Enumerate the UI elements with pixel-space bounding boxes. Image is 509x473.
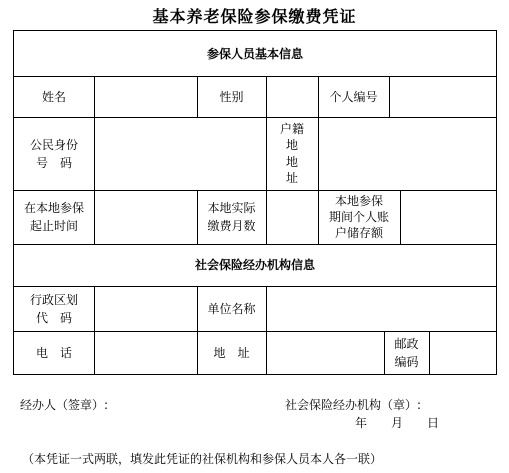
gender-field[interactable] — [267, 77, 317, 116]
label-phone: 电 话 — [35, 345, 72, 360]
label-months-line2: 缴费月数 — [207, 219, 256, 233]
label-id-card — [14, 117, 94, 190]
label-account-line1: 本地参保 — [334, 193, 383, 208]
label-hukou-line2: 地 — [285, 138, 298, 153]
phone-field[interactable] — [95, 332, 196, 373]
label-region-line2: 代 码 — [35, 310, 72, 325]
label-address: 地 址 — [213, 345, 250, 360]
label-account — [318, 190, 400, 244]
label-period-line1: 在本地参保 — [23, 201, 84, 215]
label-account-line2: 期间个人账 — [328, 209, 389, 224]
section-insured-info: 参保人员基本信息 — [206, 46, 303, 61]
label-hukou-line4: 址 — [285, 170, 298, 185]
period-field[interactable] — [95, 191, 196, 243]
label-unit-name: 单位名称 — [207, 301, 256, 316]
label-gender: 性别 — [219, 89, 244, 104]
label-account-line3: 户储存额 — [334, 226, 383, 241]
form-table — [13, 30, 497, 375]
name-field[interactable] — [95, 77, 196, 116]
address-field[interactable] — [267, 332, 383, 373]
document-title: 基本养老保险参保缴费凭证 — [152, 7, 357, 26]
hukou-field[interactable] — [319, 118, 495, 189]
account-field[interactable] — [401, 191, 495, 243]
handler-signature-label: 经办人（签章）: — [20, 398, 109, 412]
label-hukou-address — [266, 117, 318, 190]
label-postal-code — [384, 331, 429, 374]
label-postal-line1: 邮政 — [394, 336, 419, 351]
months-field[interactable] — [267, 191, 317, 243]
label-period — [14, 190, 94, 244]
personal-id-field[interactable] — [390, 77, 495, 116]
label-months — [197, 190, 266, 244]
postal-code-field[interactable] — [430, 332, 495, 373]
section-agency-info: 社会保险经办机构信息 — [194, 258, 315, 272]
label-region-code — [14, 286, 94, 331]
id-card-field[interactable] — [95, 118, 265, 189]
label-id-card-line2: 号 码 — [35, 155, 72, 170]
region-code-field[interactable] — [95, 287, 196, 330]
label-personal-id: 个人编号 — [329, 89, 378, 104]
label-postal-line2: 编码 — [394, 354, 419, 369]
date-label: 年 月 日 — [355, 416, 440, 430]
agency-stamp-label: 社会保险经办机构（章）: — [285, 398, 422, 412]
label-period-line2: 起止时间 — [29, 219, 78, 233]
label-id-card-line1: 公民身份 — [29, 137, 78, 152]
label-name: 姓名 — [41, 89, 66, 104]
footnote: （本凭证一式两联，填发此凭证的社保机构和参保人员本人各一联） — [22, 452, 383, 466]
label-hukou-line3: 地 — [285, 154, 298, 169]
unit-name-field[interactable] — [267, 287, 495, 330]
label-months-line1: 本地实际 — [207, 201, 256, 215]
label-hukou-line1: 户籍 — [279, 122, 304, 137]
label-region-line1: 行政区划 — [29, 292, 78, 307]
